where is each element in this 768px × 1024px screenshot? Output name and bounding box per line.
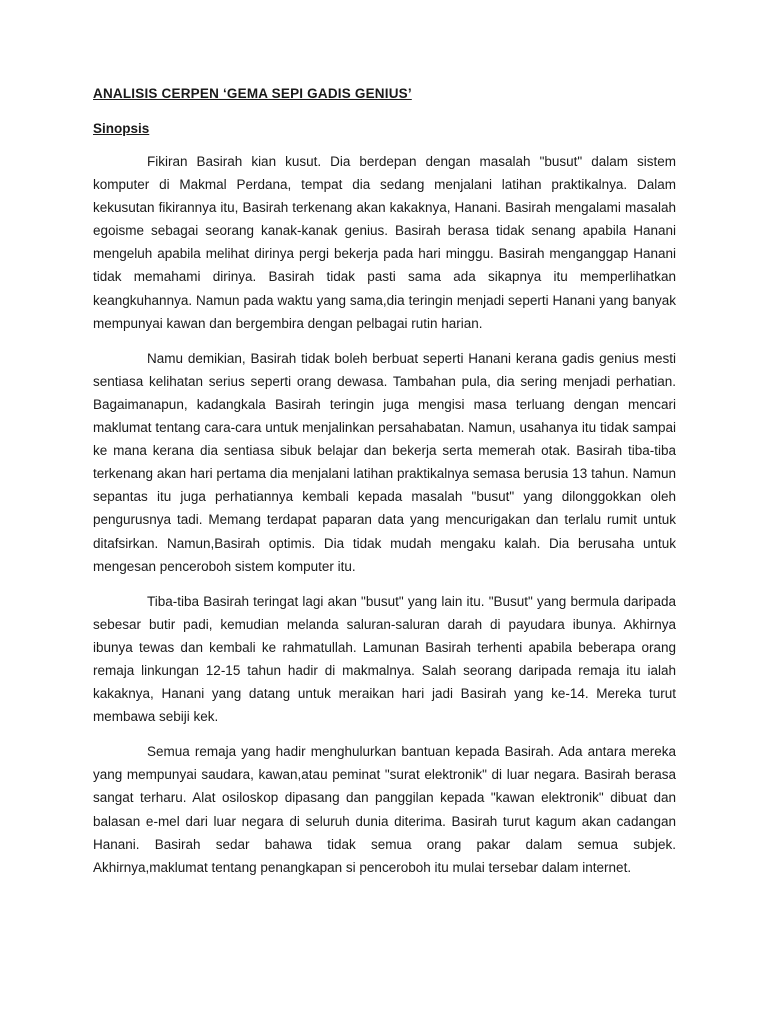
paragraph: Namu demikian, Basirah tidak boleh berbuat seperti Hanani kerana gadis genius mesti sentiasa kelihatan serius seperti orang dewasa. Tambahan pula, dia sering menjadi perhatian. Bagaimanapun, kadangkala Basirah teringin juga mengisi masa terluang dengan mencari maklumat tentang cara-cara untuk menjalinkan persahabatan. Namun, usahanya itu tidak sampai ke mana kerana dia sentiasa sibuk belajar dan bekerja serta memerah otak. Basirah tiba-tiba terkenang akan hari pertama dia menjalani latihan praktikalnya semasa berusia 13 tahun. Namun sepantas itu juga perhatiannya kembali kepada masalah "busut" yang dilonggokkan oleh pengurusnya tadi. Memang terdapat paparan data yang mencurigakan dan terlalu rumit untuk ditafsirkan. Namun,Basirah optimis. Dia tidak mudah mengaku kalah. Dia berusaha untuk mengesan penceroboh sistem komputer itu. xyxy=(93,350,676,574)
paragraph: Fikiran Basirah kian kusut. Dia berdepan dengan masalah "busut" dalam sistem komputer di Makmal Perdana, tempat dia sedang menjalani latihan praktikalnya. Dalam kekusutan fikirannya itu, Basirah terkenang akan kakaknya, Hanani. Basirah mengalami masalah egoisme sebagai seorang kanak-kanak genius. Basirah berasa tidak senang apabila Hanani mengeluh apabila melihat dirinya pergi bekerja pada hari minggu. Basirah menganggap Hanani tidak memahami dirinya. Basirah tidak pasti sama ada sikapnya itu memperlihatkan keangkuhannya. Namun pada waktu yang sama,dia teringin menjadi seperti Hanani yang banyak mempunyai kawan dan bergembira dengan pelbagai rutin harian. xyxy=(93,154,676,331)
paragraph: Tiba-tiba Basirah teringat lagi akan "busut" yang lain itu. "Busut" yang bermula daripada sebesar butir padi, kemudian melanda saluran-saluran darah di payudara ibunya. Akhirnya ibunya tewas dan kembali ke rahmatullah. Lamunan Basirah terhenti apabila beberapa orang remaja linkungan 12-15 tahun hadir di makmalnya. Salah seorang daripada remaja itu ialah kakaknya, Hanani yang datang untuk meraikan hari jadi Basirah yang ke-14. Mereka turut membawa sebiji kek. xyxy=(93,593,676,725)
document-title: ANALISIS CERPEN ‘GEMA SEPI GADIS GENIUS’ xyxy=(93,86,412,101)
document-body xyxy=(93,150,676,891)
section-heading: Sinopsis xyxy=(93,121,150,136)
paragraph: Semua remaja yang hadir menghulurkan bantuan kepada Basirah. Ada antara mereka yang mempunyai saudara, kawan,atau peminat "surat elektronik" di luar negara. Basirah berasa sangat terharu. Alat osiloskop dipasang dan panggilan kepada "kawan elektronik" dibuat dan balasan e-mel dari luar negara di seluruh dunia diterima. Basirah turut kagum akan cadangan Hanani. Basirah sedar bahawa tidak semua orang pakar dalam semua subjek. Akhirnya,maklumat tentang penangkapan si penceroboh itu mulai tersebar dalam internet. xyxy=(93,744,676,875)
